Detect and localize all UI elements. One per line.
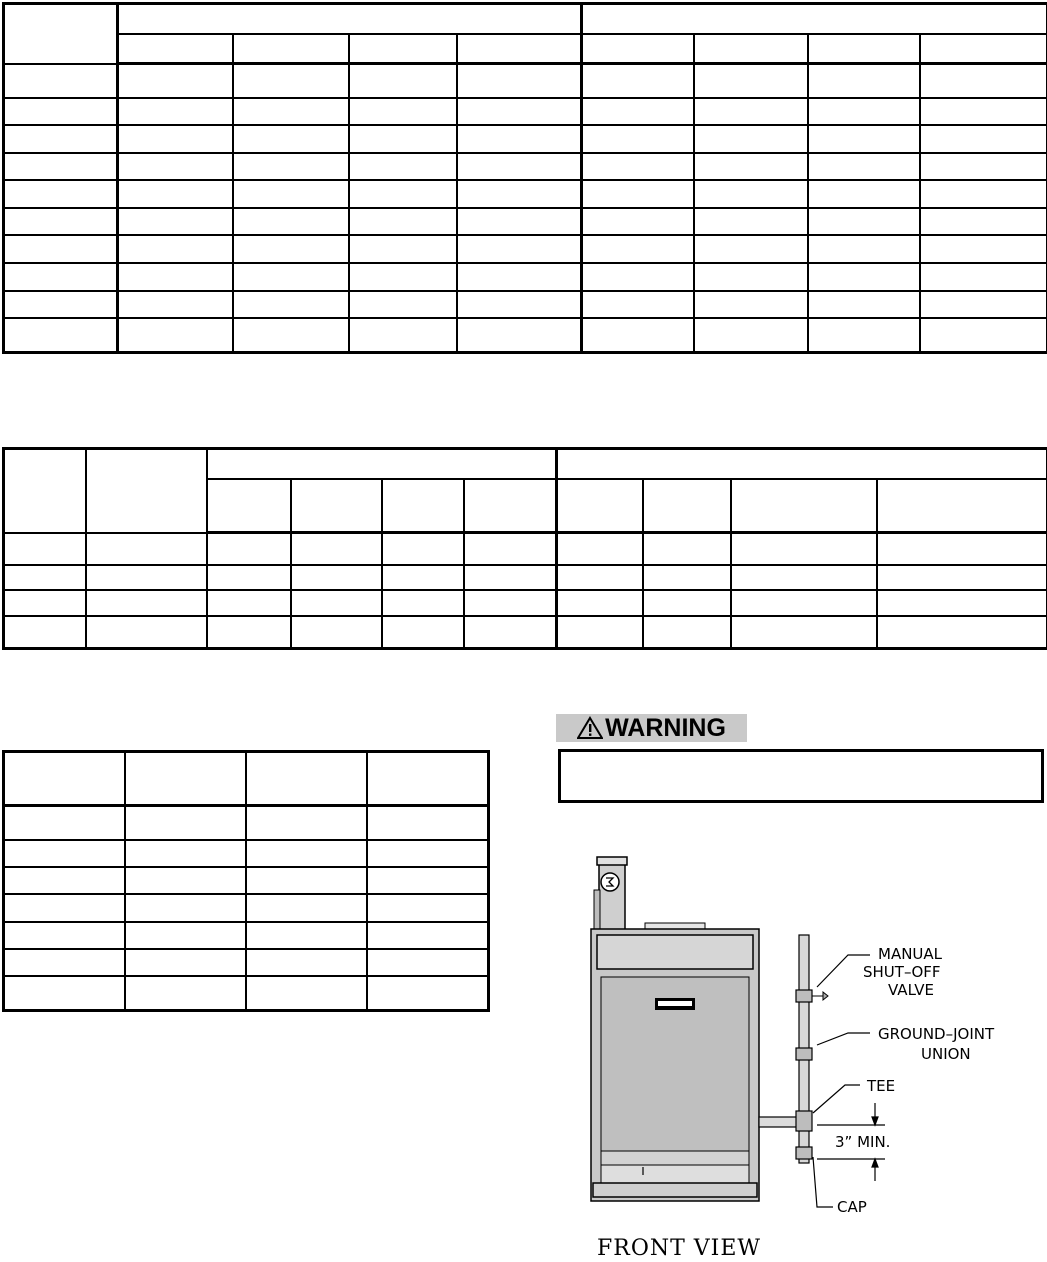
table-header-cell [643, 479, 731, 533]
tee-label: TEE [867, 1077, 896, 1095]
dimension-label: 3” MIN. [835, 1133, 891, 1151]
manual-valve-label-line2: SHUT–OFF [863, 963, 941, 981]
table-row [4, 616, 1047, 648]
middle-data-table [2, 447, 1047, 650]
table-row [4, 208, 1047, 236]
table-header-cell [694, 34, 808, 64]
union-label-line1: GROUND–JOINT [878, 1025, 995, 1043]
boiler-front-view-diagram [585, 855, 1045, 1215]
table-header-cell [582, 34, 694, 64]
table-header-cell [582, 4, 1047, 34]
table-row [4, 590, 1047, 616]
table-row [4, 533, 1047, 565]
table-header-cell [382, 479, 464, 533]
table-row [4, 922, 489, 949]
warning-label [556, 714, 747, 742]
table-header-cell [246, 752, 367, 806]
table-row [4, 235, 1047, 263]
table-header-cell [125, 752, 246, 806]
manual-valve-label-line3: VALVE [888, 981, 935, 999]
table-header-cell [877, 479, 1047, 533]
table-header-cell [367, 752, 489, 806]
table-header-cell [920, 34, 1047, 64]
tee-fitting [796, 1111, 812, 1131]
table-header-cell [557, 449, 1047, 479]
upper-data-table [2, 2, 1047, 354]
table-row [4, 806, 489, 840]
table-row [4, 894, 489, 921]
warning-text: WARNING [605, 713, 726, 742]
table-row [4, 125, 1047, 153]
lower-data-table [2, 750, 490, 1012]
flue-pipe [594, 857, 627, 931]
table-header-cell [4, 449, 86, 533]
cap-label: CAP [837, 1198, 867, 1215]
table-row [4, 949, 489, 976]
table-header-cell [4, 4, 118, 64]
table-row [4, 318, 1047, 352]
table-row [4, 565, 1047, 591]
manual-valve-label-line1: MANUAL [878, 945, 943, 963]
table-row [4, 153, 1047, 181]
diagram-caption: FRONT VIEW [597, 1236, 762, 1261]
table-header-cell [731, 479, 877, 533]
boiler-cabinet [591, 929, 759, 1201]
table-row [4, 867, 489, 894]
table-header-cell [4, 752, 125, 806]
union-label-line2: UNION [921, 1045, 971, 1063]
table-row [4, 976, 489, 1010]
warning-box [558, 749, 1044, 803]
table-row [4, 180, 1047, 208]
table-header-cell [457, 34, 582, 64]
manual-shutoff-valve [796, 990, 812, 1002]
table-header-cell [118, 34, 233, 64]
table-row [4, 263, 1047, 291]
table-header-cell [207, 449, 557, 479]
table-header-cell [808, 34, 920, 64]
ground-joint-union [796, 1048, 812, 1060]
cap-fitting [796, 1147, 812, 1159]
table-header-cell [86, 449, 207, 533]
table-header-cell [349, 34, 457, 64]
table-header-cell [118, 4, 582, 34]
table-header-cell [233, 34, 349, 64]
table-row [4, 64, 1047, 98]
table-header-cell [207, 479, 291, 533]
table-header-cell [464, 479, 557, 533]
table-row [4, 98, 1047, 126]
table-row [4, 291, 1047, 319]
table-header-cell [291, 479, 382, 533]
warning-triangle-icon [577, 716, 603, 740]
table-row [4, 840, 489, 867]
table-header-cell [557, 479, 643, 533]
gas-piping [759, 935, 828, 1163]
